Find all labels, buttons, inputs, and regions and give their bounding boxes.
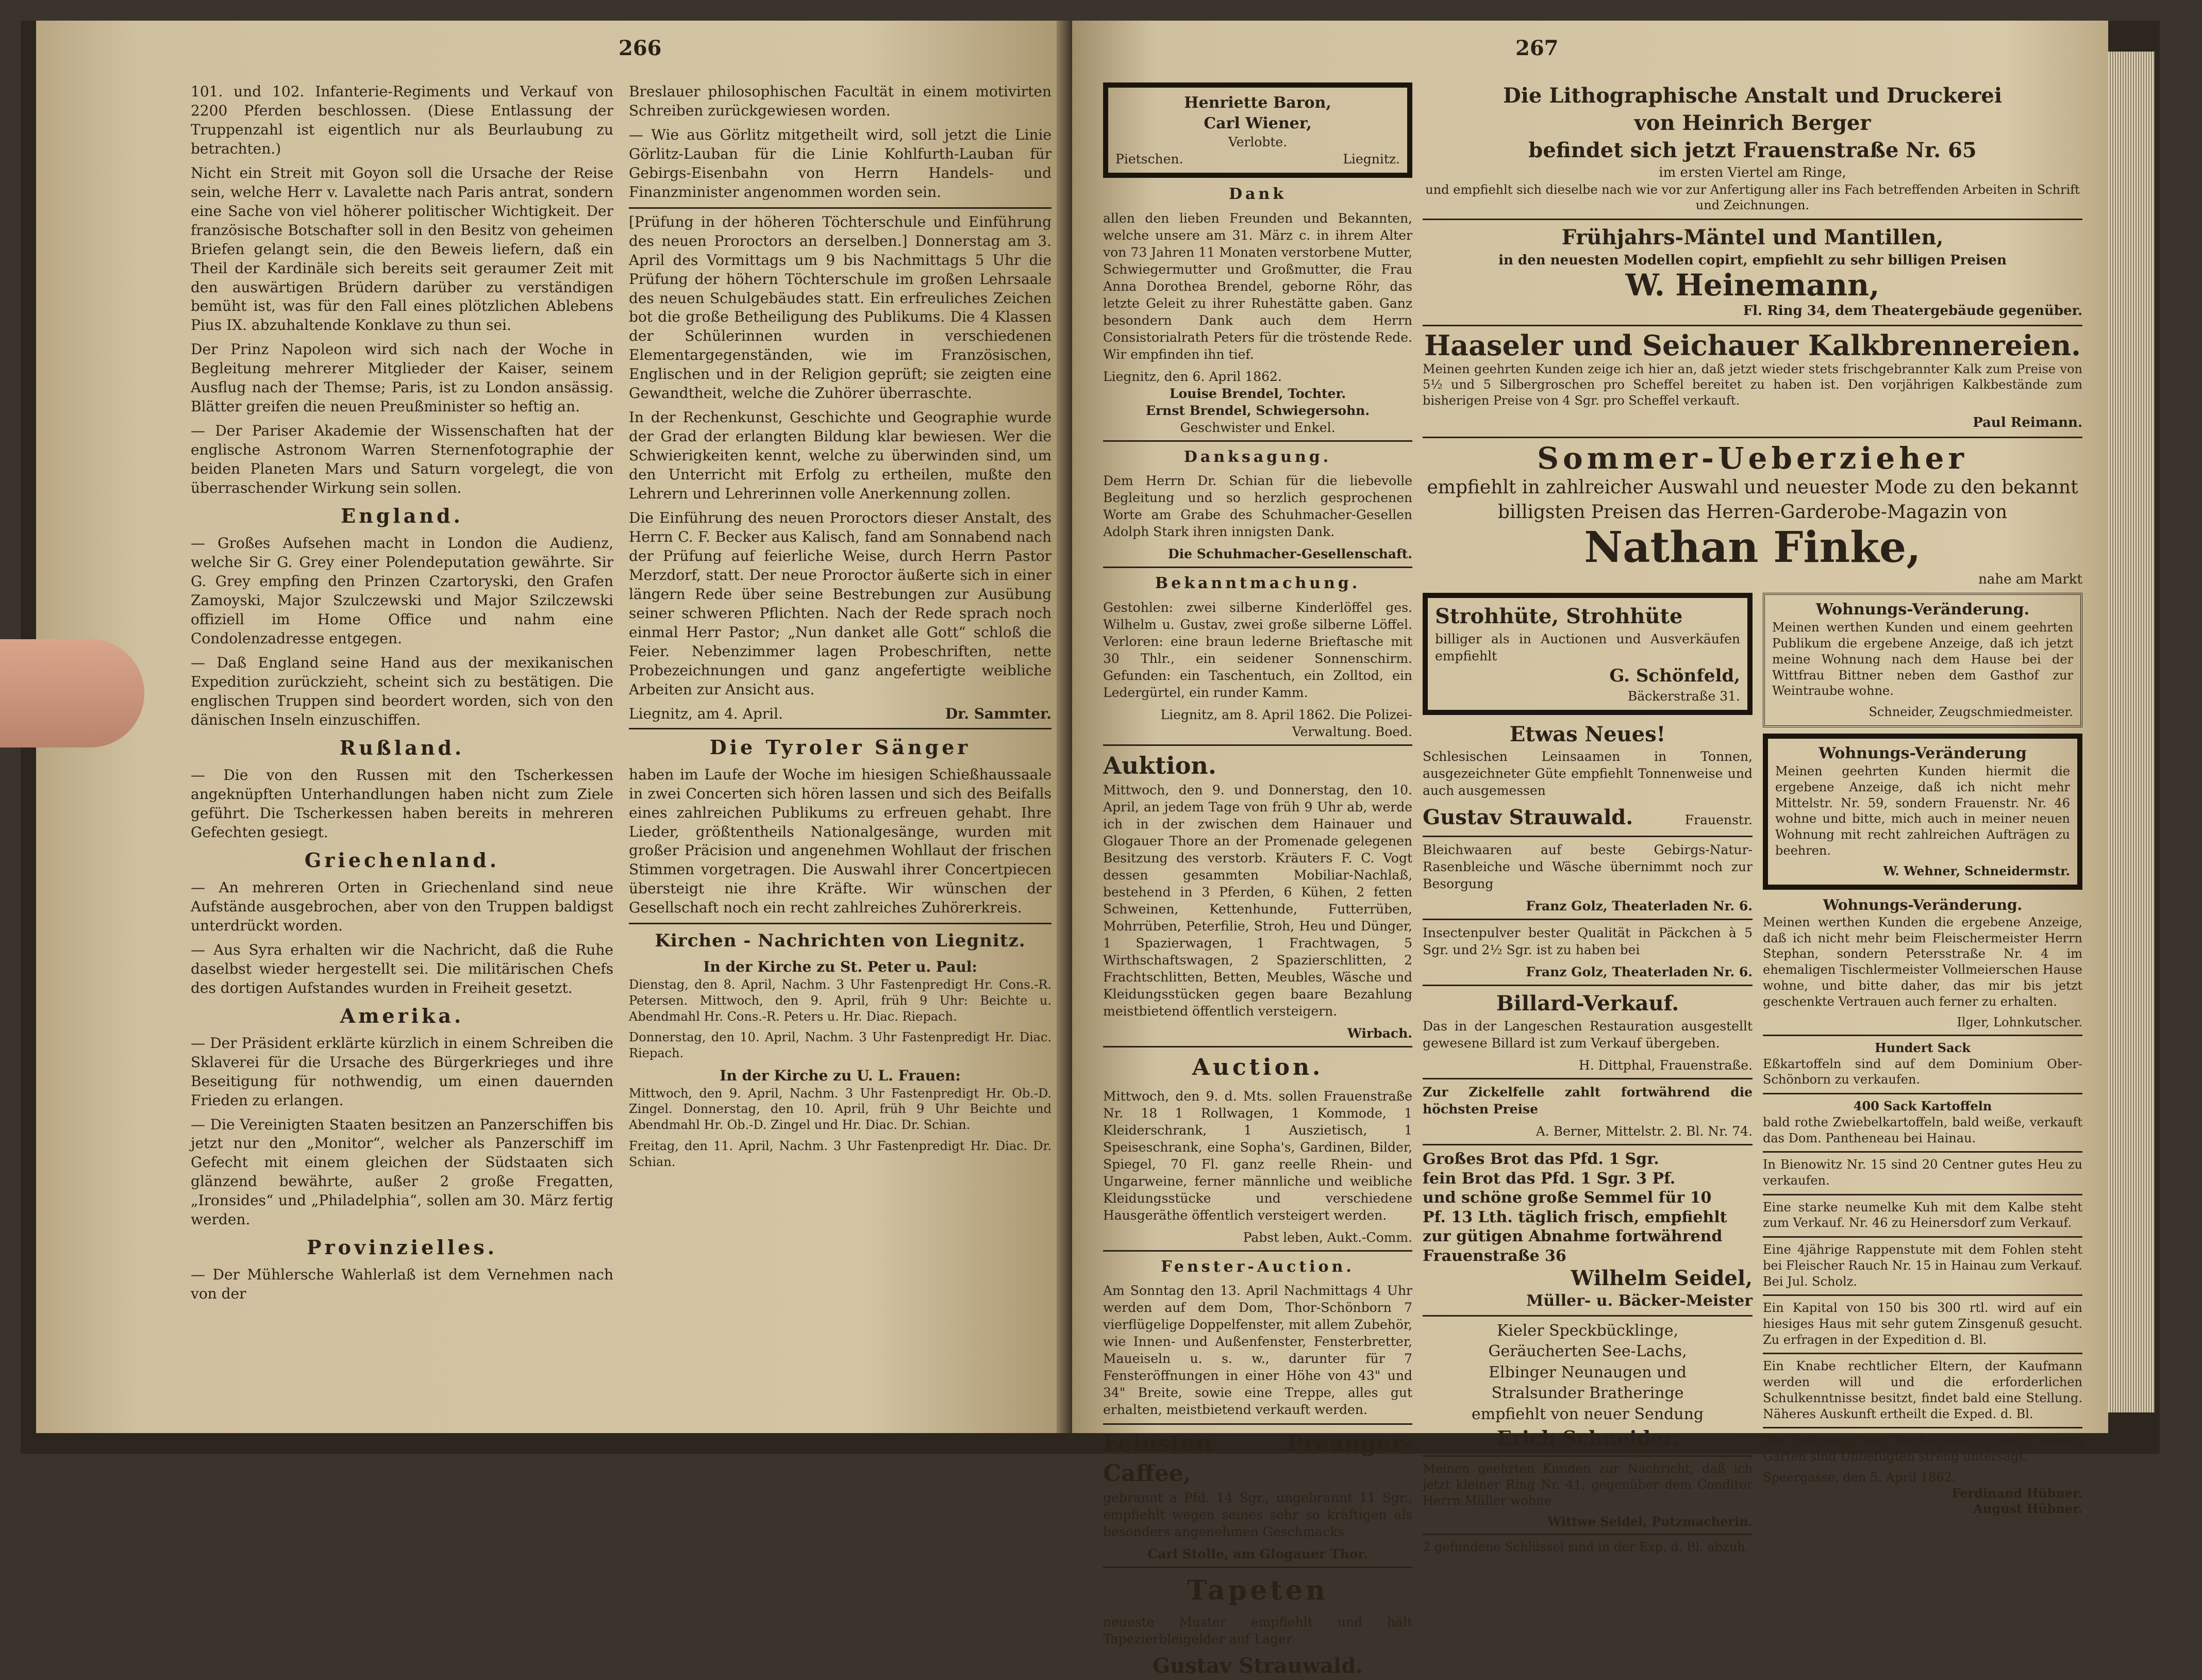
signature-name: Dr. Sammter. (945, 705, 1052, 722)
ad-text: Insectenpulver bester Qualität in Päckchen à 5 Sgr. und 2½ Sgr. ist zu haben bei (1423, 925, 1753, 958)
ad-address: Fl. Ring 34, dem Theatergebäude gegenüber. (1743, 303, 2082, 319)
paragraph: — Wie aus Görlitz mitgetheilt wird, soll jetzt die Linie Görlitz-Lauban für die Linie Kohlfurth-Lauban für Gebirgs-Eisenbahn von Herrn Handels- und Finanzminister angenommen worden sein. (629, 126, 1052, 201)
divider (1423, 836, 1753, 837)
church-subheading: In der Kirche zu U. L. Frauen: (720, 1067, 961, 1084)
paragraph: Freitag, den 11. April, Nachm. 3 Uhr Fastenpredigt Hr. Diac. Dr. Schian. (629, 1138, 1052, 1169)
ad-name: G. Schönfeld, (1609, 665, 1740, 686)
paragraph: Nicht ein Streit mit Goyon soll die Ursache der Reise sein, welche Herr v. Lavalette nach Paris antrat, sondern eine Sache von viel höherer politischer Wichtigkeit. Der französische Botschafter soll in den Besitz von geheimen Briefen gelangt sein, die den Beweis liefern, daß ein Theil der Kardinäle sich bereits seit geraumer Zeit mit den auswärtigen Brüdern darüber zu verständigen bemüht ist, was für den Fall eines plötzlichen Ablebens Pius IX. abzuhaltende Konklave zu thun sei. (191, 164, 613, 334)
ad-line: Kieler Speckbücklinge, (1497, 1321, 1678, 1340)
divider (1763, 1353, 2082, 1354)
ad-line: Stralsunder Bratheringe (1491, 1384, 1684, 1403)
page-number: 266 (619, 36, 662, 60)
ad-signature: Geschwister und Enkel. (1180, 420, 1336, 435)
divider (1103, 567, 1412, 568)
ad-text: Am Sonntag den 13. April Nachmittags 4 Uhr werden auf dem Dom, Thor-Schönborn 7 vierflügelige Doppelfenster, mit allem Zubehör, wie Innen- und Außenfenster, Fensterbretter, Maueiseln u. s. w., darunter für 7 Fensteröffnungen in einer Höhe von 43" und 34" Breite, sowie eine Treppe, alles gut erhalten, meistbietend verkauft werden. (1103, 1283, 1412, 1418)
ad-address: Bäckerstraße 31. (1627, 688, 1740, 704)
ad-text: Gestohlen: zwei silberne Kinderlöffel ges. Wilhelm u. Gustav, zwei große silberne Löffel. Verloren: eine braun lederne Brieftasche mit 30 Thlr., ein seidener Sonnenschirm. Gefunden: ein Taschentuch, ein Zolltod, ein Ledergürtel, ein runder Kamm. (1103, 600, 1412, 700)
place: Pietschen. (1115, 152, 1183, 167)
ad-title: Wohnungs-Veränderung. (1815, 601, 2030, 619)
advert-column (1763, 593, 2082, 1517)
paragraph: 101. und 102. Infanterie-Regiments und Verkauf von 2200 Pferden beschlossen. (Diese Entlassung der Truppenzahl ist eigentlich nur als Beurlaubung zu betrachten.) (191, 83, 613, 157)
divider (1423, 1455, 1753, 1457)
ad-signature: Wirbach. (1347, 1025, 1412, 1041)
advert-moving-2 (1763, 734, 2082, 890)
signature-line (629, 705, 1052, 724)
advert-lithography (1423, 82, 2082, 213)
ad-heading: Danksagung. (1183, 447, 1332, 466)
paragraph: Breslauer philosophischen Facultät in einem motivirten Schreiben zurückgewiesen worden. (629, 83, 1052, 119)
ad-text: Mittwoch, den 9. und Donnerstag, den 10. April, an jedem Tage von früh 9 Uhr ab, werde ich in der zwischen dem Hainauer und Glogauer Thore an der Promenade gelegenen Besitzung des verstorb. Kräuters F. C. Vogt dessen gesammten Mobiliar-Nachlaß, bestehend in 3 Pferden, 6 Kühen, 2 fetten Schweinen, Kettenhunde, Futterrüben, Mohrrüben, Peterfilie, Stroh, Heu und Dünger, 1 Spazierwagen, 1 Frachtwagen, 5 Wirthschaftswagen, 2 Spazierschlitten, 2 Frachtschlitten, Betten, Meubles, Wäsche und Kleidungsstücken gegen baare Bezahlung meistbietend öffentlich versteigern. (1103, 782, 1412, 1019)
ad-signature: Pabst leben, Aukt.-Comm. (1243, 1229, 1412, 1245)
ad-line: zur gütigen Abnahme fortwährend (1423, 1227, 1723, 1246)
ad-signature: Franz Golz, Theaterladen Nr. 6. (1526, 899, 1753, 914)
divider (1763, 1194, 2082, 1195)
ad-text: Schlesischen Leinsaamen in Tonnen, ausgezeichneter Güte empfiehlt Tonnenweise und auch ausgemessen (1423, 749, 1753, 799)
ad-name: Gustav Strauwald. (1423, 805, 1633, 830)
advert-straw-hats (1423, 593, 1753, 715)
ad-title: Wohnungs-Veränderung. (1823, 896, 2023, 914)
ad-address: Frauenstraße 36 (1423, 1246, 1566, 1265)
ad-text: allen den lieben Freunden und Bekannten, welche unsere am 31. März c. in ihrem Alter von 73 Jahren 11 Monaten verstorbene Mutter, Schwiegermutter und Großmutter, die Frau Anna Dorothea Brendel, geborne Röhr, das letzte Geleit zu ihrer Ruhestätte gaben. Ganz besondern Dank auch dem Herrn Consistorialrath Peters für die tröstende Rede. Wir empfinden ihn tief. (1103, 210, 1412, 362)
ad-title: 400 Sack Kartoffeln (1853, 1099, 1992, 1114)
ad-text: Das in der Langeschen Restauration ausgestellt gewesene Billard ist zum Verkauf übergeben. (1423, 1019, 1753, 1051)
left-page (36, 21, 1067, 1433)
section-heading: Provinzielles. (307, 1236, 497, 1259)
advert-lime (1423, 330, 2082, 431)
right-page (1072, 21, 2108, 1678)
paragraph: Dienstag, den 8. April, Nachm. 3 Uhr Fastenpredigt Hr. Cons.-R. Petersen. Mittwoch, den 9. April, früh 9 Uhr: Beichte u. Abendmahl Hr. Cons.-R. Peters u. Hr. Diac. Riepach. (629, 977, 1052, 1024)
ad-heading: Auktion. (1103, 751, 1216, 779)
ad-line: Pf. 13 Lth. täglich frisch, empfiehlt (1423, 1208, 1727, 1226)
ad-heading: Tapeten (1187, 1574, 1328, 1606)
ad-text: im ersten Viertel am Ringe, (1659, 165, 1846, 181)
advert-column-wide (1423, 82, 2082, 594)
section-heading: Kirchen - Nachrichten von Liegnitz. (655, 930, 1026, 952)
ad-text: und empfiehlt sich dieselbe nach wie vor zur Anfertigung aller ins Fach betreffenden Arbeiten in Schrift und Zeichnungen. (1425, 182, 2080, 213)
place: Liegnitz. (1343, 152, 1400, 167)
ad-heading: Dank (1228, 185, 1287, 204)
divider (1763, 1035, 2082, 1036)
ad-title: Sommer-Ueberzieher (1537, 441, 1968, 476)
divider (629, 728, 1052, 729)
church-subheading: In der Kirche zu St. Peter u. Paul: (703, 958, 977, 976)
paragraph: — Daß England seine Hand aus der mexikanischen Expedition zurückzieht, scheint sich zu bestätigen. Die englischen Truppen sind beordert worden, sich von den dänischen Inseln einzuschiffen. (191, 654, 613, 728)
ad-title: Billard-Verkauf. (1496, 991, 1679, 1016)
divider (629, 923, 1052, 924)
page-number: 267 (1515, 36, 1559, 60)
divider (629, 207, 1052, 209)
ad-line: Elbinger Neunaugen und (1489, 1363, 1687, 1382)
advert-coats (1423, 224, 2082, 320)
divider (1423, 985, 1753, 986)
paragraph: Mittwoch, den 9. April, Nachm. 3 Uhr Fastenpredigt Hr. Ob.-D. Zingel. Donnerstag, den 10. April, früh 9 Uhr Beichte und Abendmahl Hr. Ob.-D. Zingel und Hr. Diac. Dr. Schian. (629, 1086, 1052, 1133)
divider (1423, 919, 1753, 920)
paragraph: Donnerstag, den 10. April, Nachm. 3 Uhr Fastenpredigt Hr. Diac. Riepach. (629, 1030, 1052, 1060)
paragraph: — Die von den Russen mit den Tscherkessen angeknüpften Unterhandlungen haben nicht zum Ziele geführt. Die Tscherkessen haben bereits in mehreren Gefechten gesiegt. (191, 766, 613, 841)
article-column (191, 82, 613, 1309)
paragraph: — Der Mühlersche Wahlerlaß ist dem Vernehmen nach von der (191, 1266, 613, 1303)
ad-signature: H. Dittphal, Frauenstraße. (1578, 1058, 1753, 1073)
divider (1423, 1078, 1753, 1079)
paragraph: — Großes Aufsehen macht in London die Audienz, welche Sir G. Grey einer Polendeputation gewährte. Sir G. Grey empfing den Prinzen Czartoryski, den Grafen Zamoyski, Major Szulczewski und Major Szilczewski offiziell im Home Office und nahm eine Condolenzadresse entgegen. (191, 535, 613, 647)
ad-signature: Franz Golz, Theaterladen Nr. 6. (1526, 964, 1753, 980)
divider (1423, 1144, 1753, 1145)
ad-text: Meinen werthen Kunden und einem geehrten Publikum die ergebene Anzeige, daß ich jetzt meine Wohnung nach dem Hause bei der Wittfrau Bittner neben dem Gasthof zur Weintraube wohne. (1772, 620, 2073, 698)
ad-text: empfiehlt von neuer Sendung (1471, 1405, 1704, 1423)
ad-signature: Louise Brendel, Tochter. (1169, 386, 1346, 401)
divider (1423, 219, 2082, 220)
engagement-name: Carl Wiener, (1204, 114, 1312, 132)
ad-text: gebrannt a Pfd. 14 Sgr., ungebrannt 11 Sgr., empfiehlt wegen seines sehr so kräftigen als besonders angenehmen Geschmacks (1103, 1490, 1412, 1539)
section-heading: Die Tyroler Sänger (709, 735, 971, 759)
paragraph: — Der Pariser Akademie der Wissenschaften hat der englische Astronom Warren Sternenfotographie der beiden Planeten Mars und Saturn vorgelegt, die von überraschender Wirkung sein sollen. (191, 422, 613, 497)
divider (1103, 1046, 1412, 1047)
divider (1103, 1567, 1412, 1568)
paragraph: In der Rechenkunst, Geschichte und Geographie wurde der Grad der erlangten Bildung klar bewiesen. Wer die Schwierigkeiten kennt, welche zu überwinden sind, um den Unterricht mit Erfolg zu ertheilen, mußte den Lehrern und Lehrerinnen volle Anerkennung zollen. (629, 409, 1052, 503)
divider (1763, 1093, 2082, 1094)
section-heading: Griechenland. (304, 848, 500, 872)
paragraph: — Der Präsident erklärte kürzlich in einem Schreiben die Sklaverei für die Ursache des Bürgerkrieges und ihre Beseitigung für nothwendig, um einen dauernden Frieden zu erlangen. (191, 1034, 613, 1109)
page-stack-edge (2108, 52, 2155, 1412)
ad-text: Die Fußsteige vom Raybachdamm durch unsern Garten sind Unbefugten streng untersagt. (1763, 1433, 2082, 1464)
engagement-label: Verlobte. (1228, 135, 1288, 150)
ad-address: Frauenstr. (1684, 812, 1753, 828)
ad-signature: Ferdinand Hübner. (1951, 1485, 2082, 1501)
ad-text: Ein Kapital von 150 bis 300 rtl. wird auf ein hiesiges Haus mit sehr gutem Zinsgenuß gesucht. Zu erfragen in der Expedition d. Bl. (1763, 1301, 2082, 1347)
divider (1423, 1534, 1753, 1535)
article-column (629, 82, 1052, 1175)
ad-text: Dem Herrn Dr. Schian für die liebevolle Begleitung und so herzlich gesprochenen Worte am Grabe des Schuhmacher-Gesellen Adolph Stark ihren innigsten Dank. (1103, 473, 1412, 540)
ad-signature: W. Wehner, Schneidermstr. (1883, 863, 2070, 879)
divider (1103, 440, 1412, 442)
ad-title: Strohhüte, Strohhüte (1435, 604, 1683, 628)
ad-name: W. Heinemann, (1625, 268, 1880, 303)
ad-signature: Carl Stolle, am Glogauer Thor. (1147, 1546, 1368, 1561)
paragraph: — Aus Syra erhalten wir die Nachricht, daß die Ruhe daselbst wieder hergestellt sei. Die militärischen Chefs des dortigen Aufstandes wurden in Freiheit gesetzt. (191, 941, 613, 996)
divider (1103, 1423, 1412, 1425)
ad-signature: Gustav Strauwald. (1152, 1654, 1363, 1678)
section-heading: Rußland. (339, 736, 465, 759)
divider (1103, 1250, 1412, 1252)
ad-text: Bleichwaaren auf beste Gebirgs-Natur-Rasenbleiche und Wäsche übernimmt noch zur Besorgung (1423, 842, 1753, 892)
section-heading: Amerika. (340, 1004, 464, 1027)
ad-signature: Wittwe Seidel, Putzmacherin. (1547, 1513, 1753, 1529)
ad-text: in den neuesten Modellen copirt, empfiehlt zu sehr billigen Preisen (1498, 252, 2007, 268)
ad-signature: Ilger, Lohnkutscher. (1957, 1015, 2082, 1030)
ad-text: Meinen geehrten Kunden zur Nachricht, daß ich jetzt kleiner Ring Nr. 41, gegenüber dem Conditor Herrn Müller wohne. (1423, 1461, 1753, 1508)
ad-title: von Heinrich Berger (1634, 110, 1871, 135)
ad-heading: Bekanntmachung. (1155, 574, 1361, 593)
ad-heading: Fenster-Auction. (1161, 1257, 1355, 1276)
advert-column (1103, 82, 1412, 1680)
hand-thumb (0, 639, 144, 747)
divider (1103, 744, 1412, 746)
ad-signature: A. Berner, Mittelstr. 2. Bl. Nr. 74. (1536, 1124, 1753, 1139)
ad-text: Eßkartoffeln sind auf dem Dominium Ober-Schönborn zu verkaufen. (1763, 1056, 2082, 1087)
ad-line: Großes Brot das Pfd. 1 Sgr. (1423, 1150, 1659, 1169)
ad-text: In Bienowitz Nr. 15 sind 20 Centner gutes Heu zu verkaufen. (1763, 1157, 2082, 1188)
paragraph: — An mehreren Orten in Griechenland sind neue Aufstände ausgebrochen, aber von den Truppen baldigst unterdrückt worden. (191, 878, 613, 934)
divider (1763, 1294, 2082, 1296)
paragraph: haben im Laufe der Woche im hiesigen Schießhaussaale in zwei Concerten sich hören lassen und sich des Beifalls eines zahlreichen Publikums zu erfreuen gehabt. Ihre Lieder, größtentheils Nationalgesänge, wurden mit großer Präcision und angenehmen Wohllaut der frischen Stimmen vorgetragen. Die Auswahl ihrer Concertpiecen übersteigt nie ihre Kräfte. Wir wünschen der Gesellschaft noch ein recht zahlreiches Zuhörerkreis. (629, 766, 1052, 917)
ad-text: Eine 4jährige Rappenstute mit dem Fohlen steht bei Fleischer Rauch Nr. 15 in Hainau zum Verkauf. Bei Jul. Scholz. (1763, 1242, 2082, 1289)
ad-title: Frühjahrs-Mäntel und Mantillen, (1561, 225, 1944, 250)
signature-place: Liegnitz, am 4. April. (629, 705, 783, 722)
ad-line: fein Brot das Pfd. 1 Sgr. 3 Pf. (1423, 1169, 1676, 1188)
ad-text: Eine starke neumelke Kuh mit dem Kalbe steht zum Verkauf. Nr. 46 zu Heinersdorf zum Verkauf. (1763, 1200, 2082, 1230)
advert-bread (1423, 1150, 1753, 1311)
ad-line: und schöne große Semmel für 10 (1423, 1189, 1712, 1207)
ad-signature: Die Schuhmacher-Gesellenschaft. (1167, 546, 1412, 562)
advert-column (1423, 593, 1753, 1555)
ad-title: Wohnungs-Veränderung (1819, 744, 2027, 762)
engagement-places (1115, 151, 1400, 168)
paragraph: — Die Vereinigten Staaten besitzen an Panzerschiffen bis jetzt nur den „Monitor“, welcher als Panzerschiff im Gefecht mit einem gleichen der Südstaaten sich glänzend bewährte, außer 2 große Fregatten, „Ironsides“ und „Philadelphia“, sollen am 30. März fertig werden. (191, 1116, 613, 1228)
ad-signature: Paul Reimann. (1973, 414, 2082, 430)
ad-text: Meinen geehrten Kunden hiermit die ergebene Anzeige, daß ich nicht mehr Mittelstr. Nr. 59, sondern Frauenstr. Nr. 46 wohne und bitte, mich auch in meiner neuen Wohnung mit recht zahlreichen Aufträgen zu beehren. (1775, 764, 2070, 858)
engagement-notice (1103, 82, 1412, 178)
ad-text: Meinen geehrten Kunden zeige ich hier an, daß jetzt wieder stets frischgebrannter Kalk zum Preise von 5½ und 5 Silbergroschen pro Scheffel bereitet zu haben ist. Den vorjährigen Kalkbestände zum bisherigen Preise von 4 Sgr. pro Scheffel verkauft. (1423, 361, 2082, 408)
ad-title: befindet sich jetzt Frauenstraße Nr. 65 (1528, 138, 1977, 162)
divider (1763, 1427, 2082, 1428)
ad-name: Nathan Finke, (1584, 523, 1921, 573)
ad-text: bald rothe Zwiebelkartoffeln, bald weiße, verkauft das Dom. Pantheneau bei Hainau. (1763, 1115, 2082, 1145)
divider (1423, 437, 2082, 438)
ad-name: Erich Schneider. (1496, 1426, 1679, 1450)
ad-signature: Schneider, Zeugschmiedmeister. (1869, 704, 2073, 719)
ad-heading: Auction. (1192, 1054, 1324, 1080)
paragraph: [Prüfung in der höheren Töchterschule und Einführung des neuen Proroctors an derselben.] Donnerstag am 3. April des Vormittags um 9 bis Nachmittags 5 Uhr die Prüfung der höhern Töchterschule im großen Lehrsaale des neuen Schulgebäudes statt. Ein erfreuliches Zeichen bot die große Betheiligung des Publikums. Die 4 Klassen der Schülerinnen wurden in verschiedenen Elementargegenständen, wie im Französischen, Englischen und in der Religion geprüft; sie zeigten eine Gewandtheit, welche die Zuhörer überraschte. (629, 213, 1052, 402)
ad-text: Zur Zickelfelle zahlt fortwährend die höchsten Preise (1423, 1085, 1753, 1117)
divider (1423, 1315, 1753, 1317)
ad-signature: August Hübner. (1973, 1501, 2082, 1517)
ad-title: Etwas Neues! (1509, 722, 1666, 746)
ad-text: Meinen werthen Kunden die ergebene Anzeige, daß ich nicht mehr beim Fleischermeister Herrn Stephan, sondern Petersstraße Nr. 4 im ehemaligen Tischlermeister Vollmeierschen Hause wohne, und bitte daher, das mir bis jetzt geschenkte Vertrauen auch ferner zu erhalten. (1763, 914, 2082, 1009)
open-book (21, 21, 2160, 1678)
advert-moving-1 (1763, 593, 2082, 727)
ad-text: Ein Knabe rechtlicher Eltern, der Kaufmann werden will und die erforderlichen Schulkenntnisse besitzt, findet bald eine Stellung. Näheres Auskunft ertheilt die Exped. d. Bl. (1763, 1359, 2082, 1421)
ad-line: Geräucherten See-Lachs, (1488, 1342, 1687, 1361)
ad-title: Hundert Sack (1875, 1040, 1971, 1055)
engagement-name: Henriette Baron, (1184, 94, 1331, 112)
ad-text: 2 gefundene Schlüssel sind in der Exp. d. Bl. abzuh. (1423, 1540, 1749, 1555)
ad-name: Wilhelm Seidel, (1571, 1266, 1753, 1291)
divider (1763, 1236, 2082, 1238)
ad-signature: Ernst Brendel, Schwiegersohn. (1145, 403, 1370, 418)
advert-fish (1423, 1321, 1753, 1452)
paragraph: Der Prinz Napoleon wird sich nach der Woche in Begleitung mehrerer Mitglieder der Kaiser, seinem Ausflug nach der Themse; Paris, ist zu London ansässig. Blätter greifen die neuen Preußminister so heftig an. (191, 341, 613, 415)
ad-text: empfiehlt in zahlreicher Auswahl und neuester Mode zu den bekannt billigsten Preisen das Herren-Garderobe-Magazin von (1427, 477, 2078, 523)
ad-date: Speergasse, den 5. April 1862. (1763, 1470, 1956, 1485)
ad-text: neueste Muster empfiehlt und hält Tapezierbleigelder auf Lager (1103, 1615, 1412, 1647)
advert-summer-coats (1423, 442, 2082, 588)
ad-text: Mittwoch, den 9. d. Mts. sollen Frauenstraße Nr. 18 1 Rollwagen, 1 Kommode, 1 Kleiderschrank, 1 Auszietisch, 1 Speiseschrank, eine Sopha's, Gardinen, Bilder, Spiegel, 70 Fl. ganz reelle Rhein- und Ungarweine, ferner männliche und weibliche Kleidungsstücke und verschiedene Hausgeräthe öffentlich versteigert werden. (1103, 1088, 1412, 1223)
divider (1763, 1151, 2082, 1153)
ad-subtitle: Müller- u. Bäcker-Meister (1526, 1292, 1753, 1310)
ad-title: Die Lithographische Anstalt und Druckerei (1503, 84, 2003, 108)
ad-signature-line (1423, 804, 1753, 831)
section-heading: England. (341, 504, 463, 528)
ad-date: Liegnitz, den 6. April 1862. (1103, 369, 1282, 384)
ad-heading: Feinsten Preanger-Caffee, (1103, 1431, 1412, 1487)
ad-address: nahe am Markt (1978, 572, 2082, 588)
ad-text: billiger als in Auctionen und Ausverkäufen empfiehlt (1435, 631, 1740, 663)
ad-title: Haaseler und Seichauer Kalkbrennereien. (1424, 329, 2081, 362)
paragraph: Die Einführung des neuen Proroctors dieser Anstalt, des Herrn C. F. Becker aus Kalisch, fand am Sonnabend nach der Prüfung auf feierliche Weise, durch Herrn Pastor Merzdorf, statt. Der neue Proroctor äußerte sich in einer längern Rede über seine Bestrebungen zur Ausübung seiner schweren Pflichten. Nach der Rede sprach noch einmal Herr Pastor; „Nun danket alle Gott“ schloß die Feier. Nebenzimmer lagen Probeschriften, nette Probezeichnungen und ganz angefertigte weibliche Arbeiten zur Ansicht aus. (629, 509, 1052, 698)
ad-signature: Liegnitz, am 8. April 1862. Die Polizei-Verwaltung. Boed. (1160, 707, 1412, 739)
divider (1423, 325, 2082, 326)
